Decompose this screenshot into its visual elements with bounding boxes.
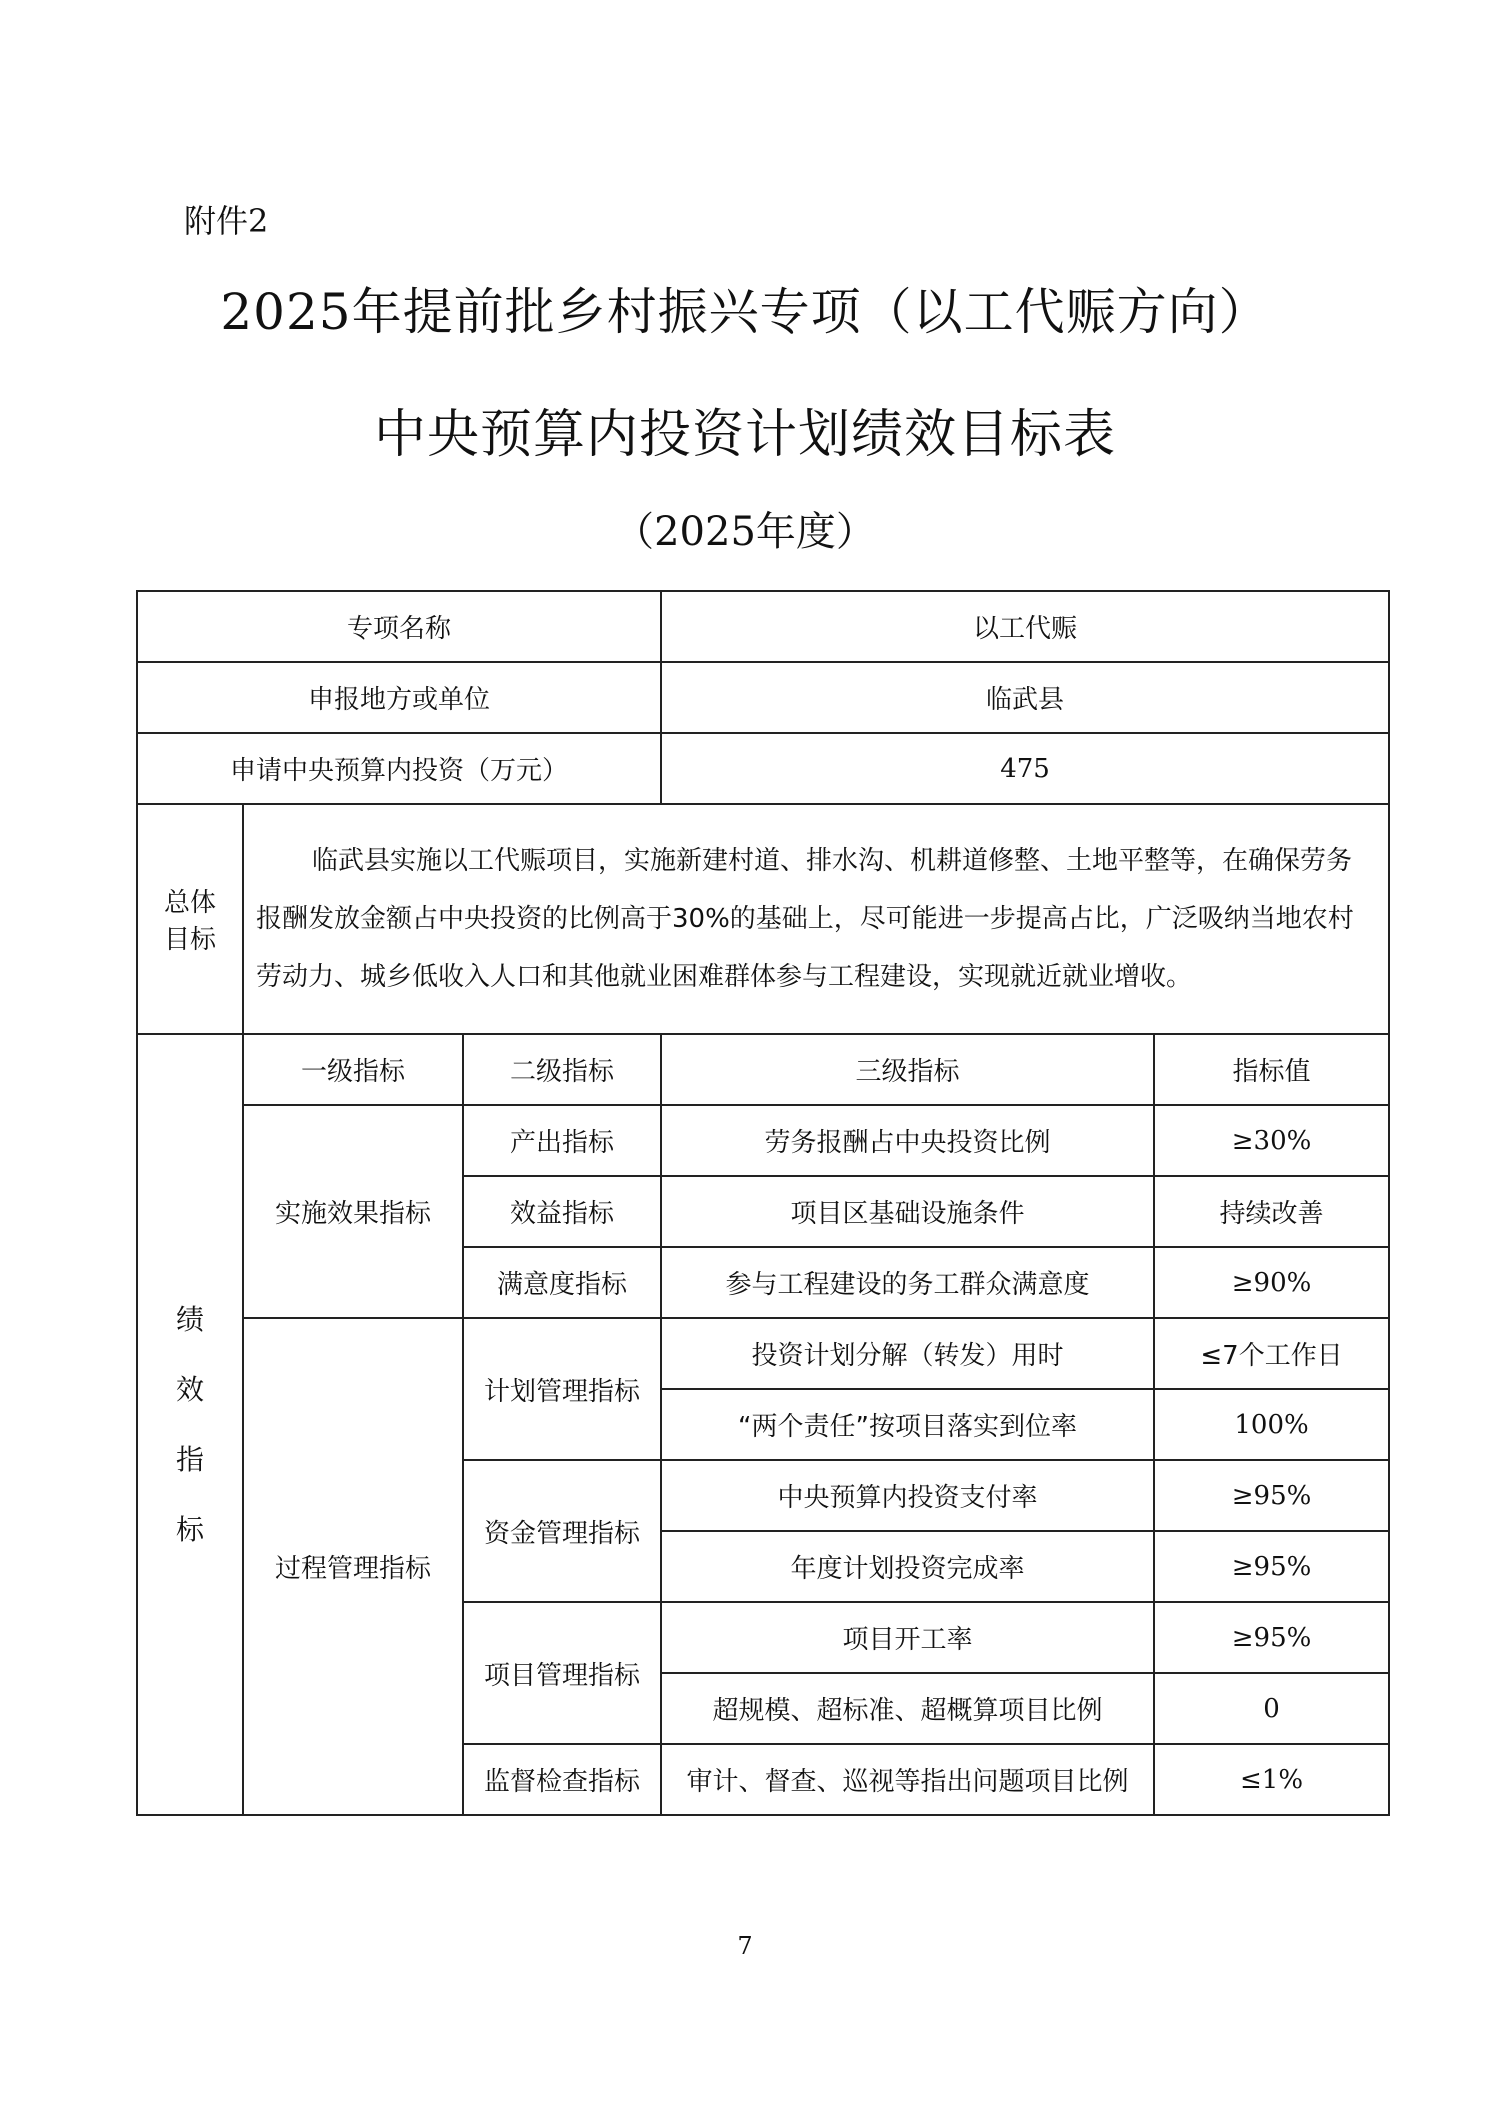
document-title-line2: 中央预算内投资计划绩效目标表 [373, 405, 1116, 465]
value-cell: ≥30% [1154, 1105, 1389, 1176]
document-title-line1: 2025年提前批乡村振兴专项（以工代赈方向） [220, 283, 1270, 341]
level3-cell: 项目开工率 [661, 1602, 1154, 1673]
goal-label: 总体目标 [137, 804, 243, 1034]
project-name-value: 以工代赈 [661, 591, 1389, 662]
project-name-label: 专项名称 [137, 591, 661, 662]
effect-level1: 实施效果指标 [243, 1105, 463, 1318]
applicant-value: 临武县 [661, 662, 1389, 733]
indicators-section-label: 绩效指标 [137, 1034, 243, 1815]
level3-cell: 中央预算内投资支付率 [661, 1460, 1154, 1531]
investment-label: 申请中央预算内投资（万元） [137, 733, 661, 804]
level3-cell: 超规模、超标准、超概算项目比例 [661, 1673, 1154, 1744]
value-cell: ≤1% [1154, 1744, 1389, 1815]
investment-value: 475 [661, 733, 1389, 804]
level2-cell: 满意度指标 [463, 1247, 661, 1318]
level3-cell: 投资计划分解（转发）用时 [661, 1318, 1154, 1389]
attachment-label: 附件2 [184, 202, 269, 240]
header-value: 指标值 [1154, 1034, 1389, 1105]
page-number: 7 [737, 1932, 753, 1960]
level2-cell: 计划管理指标 [463, 1318, 661, 1460]
table-row [137, 1318, 1389, 1389]
level3-cell: 审计、督查、巡视等指出问题项目比例 [661, 1744, 1154, 1815]
level2-cell: 资金管理指标 [463, 1460, 661, 1602]
value-cell: 0 [1154, 1673, 1389, 1744]
level3-cell: 项目区基础设施条件 [661, 1176, 1154, 1247]
performance-target-table [136, 590, 1390, 1816]
value-cell: 持续改善 [1154, 1176, 1389, 1247]
level2-cell: 项目管理指标 [463, 1602, 661, 1744]
header-level1: 一级指标 [243, 1034, 463, 1105]
value-cell: ≥95% [1154, 1602, 1389, 1673]
process-level1: 过程管理指标 [243, 1318, 463, 1815]
level3-cell: 参与工程建设的务工群众满意度 [661, 1247, 1154, 1318]
value-cell: ≥90% [1154, 1247, 1389, 1318]
table-row [137, 591, 1389, 662]
header-level3: 三级指标 [661, 1034, 1154, 1105]
value-cell: 100% [1154, 1389, 1389, 1460]
table-row [137, 804, 1389, 1034]
table-row [137, 662, 1389, 733]
value-cell: ≥95% [1154, 1531, 1389, 1602]
level3-cell: 劳务报酬占中央投资比例 [661, 1105, 1154, 1176]
level2-cell: 效益指标 [463, 1176, 661, 1247]
level3-cell: “两个责任”按项目落实到位率 [661, 1389, 1154, 1460]
table-row [137, 1034, 1389, 1105]
table-row [137, 1105, 1389, 1176]
goal-text: 临武县实施以工代赈项目，实施新建村道、排水沟、机耕道修整、土地平整等，在确保劳务报酬发放金额占中央投资的比例高于30%的基础上，尽可能进一步提高占比，广泛吸纳当地农村劳动力、城乡低收入人口和其他就业困难群体参与工程建设，实现就近就业增收。 [243, 804, 1389, 1034]
table-row [137, 733, 1389, 804]
level3-cell: 年度计划投资完成率 [661, 1531, 1154, 1602]
value-cell: ≤7个工作日 [1154, 1318, 1389, 1389]
level2-cell: 监督检查指标 [463, 1744, 661, 1815]
level2-cell: 产出指标 [463, 1105, 661, 1176]
value-cell: ≥95% [1154, 1460, 1389, 1531]
applicant-label: 申报地方或单位 [137, 662, 661, 733]
header-level2: 二级指标 [463, 1034, 661, 1105]
year-label: （2025年度） [614, 509, 876, 555]
